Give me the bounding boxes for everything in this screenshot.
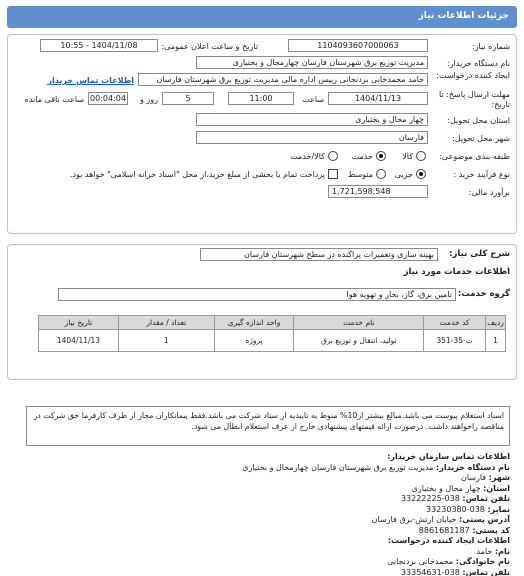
process-partial-radio[interactable] (416, 169, 426, 179)
notes-text: اسناد استعلام پیوست می باشد.مبالغ بیشتر از10% منوط به تاییدیه از ستاد شرکت می باشد.فقط پیمانکاران مجاز از طرف کارفرما حق شرکت در مناقصه راخواهند داشت. درصورت ارائه قیمتهای پیشنهادی خارج از عرف استعلام ابطال می شود. (33, 411, 504, 431)
category-goods-service-radio[interactable] (328, 151, 338, 161)
contact-postal-value: 8861681187 (418, 525, 470, 535)
row-estimate (8, 185, 516, 201)
row-deadline (8, 92, 516, 108)
row-buyer (8, 56, 516, 72)
process-partial-label: جزیی (394, 170, 413, 179)
estimate-label: برآورد مالی: (468, 188, 510, 197)
buyer-label: نام دستگاه خریدار: (447, 59, 510, 68)
cell-index: 1 (486, 330, 506, 352)
creator-phone-value: 038-33354631 (400, 567, 460, 576)
contact-postal-label: کد پستی: (472, 525, 510, 535)
service-group-label: گروه خدمت: (457, 289, 510, 299)
contact-title: اطلاعات تماس سازمان خریدار: (387, 452, 510, 461)
col-qty-header: تعداد / مقدار (118, 316, 214, 330)
cell-date: 1404/11/13 (39, 330, 119, 352)
category-label: طبقه بندی موضوعی: (439, 152, 510, 161)
cell-name: تولید، انتقال و توزیع برق (294, 330, 424, 352)
col-date-header: تاریخ نیاز (39, 316, 119, 330)
contact-province-value: چهار محال و بختیاری (411, 483, 481, 493)
city-field: فارسان (196, 131, 428, 144)
contact-buyer-value: مدیریت توزیع برق شهرستان فارسان چهارمحال و بختیاری (242, 462, 434, 472)
process-medium-label: متوسط (347, 170, 373, 179)
category-goods-service-label: کالا/خدمت (290, 152, 325, 161)
services-table (38, 315, 506, 352)
process-label: نوع فرآیند خرید : (453, 170, 510, 179)
cell-qty: 1 (118, 330, 214, 352)
category-service-radio[interactable] (376, 151, 386, 161)
page-title: جزئیات اطلاعات نیاز (7, 6, 517, 28)
treasury-payment-checkbox[interactable] (328, 169, 338, 179)
contact-fax-value: 038-33230380 (426, 504, 485, 514)
deadline-time-field: 11:00 (228, 92, 294, 105)
row-creator (8, 73, 516, 89)
days-field: 5 (162, 92, 214, 105)
days-label: روز و (140, 95, 158, 104)
creator-last-name-value: محمدخانی بردنجانی (387, 557, 454, 566)
category-goods-label: کالا (402, 152, 413, 161)
creator-phone-label: تلفن تماس: (462, 567, 510, 576)
contact-phone-value: 038-33222225 (400, 494, 460, 503)
category-goods-radio[interactable] (416, 151, 426, 161)
contact-phone-label: تلفن تماس: (462, 494, 510, 503)
col-code-header: کد خدمت (424, 316, 486, 330)
row-province (8, 113, 516, 129)
row-process (8, 167, 516, 183)
process-medium-radio[interactable] (376, 169, 386, 179)
province-label: استان محل تحویل: (447, 116, 510, 125)
deadline-label: مهلت ارسال پاسخ: تا تاریخ: (438, 90, 510, 109)
contact-section (15, 452, 510, 576)
treasury-payment-label: پرداخت تمام یا بخشی از مبلغ خرید،از محل "اسناد خزانه اسلامی" خواهد بود. (69, 170, 325, 179)
need-number-field: 1104093607000063 (288, 39, 428, 52)
city-label: شهر محل تحویل: (452, 134, 510, 143)
table-row (39, 330, 506, 352)
services-panel (7, 244, 517, 380)
creator-label: ایجاد کننده درخواست: (436, 71, 510, 80)
creator-first-name-label: نام: (494, 546, 510, 556)
category-service-label: خدمت (351, 152, 373, 161)
contact-address-value: خیابان ارتش-برق فارسان (371, 515, 457, 524)
contact-city-value: فارسان (460, 473, 487, 482)
announce-label: تاریخ و ساعت اعلان عمومی: (161, 42, 258, 51)
announce-date-field: 1404/11/08 - 10:55 (40, 39, 158, 52)
need-number-label: شماره نیاز: (472, 42, 510, 51)
service-group-field: تامین برق، گاز، بخار و تهویه هوا (58, 288, 456, 301)
estimate-field: 1,721,598,548 (328, 185, 428, 198)
notes-box (26, 406, 510, 446)
table-header-row (39, 316, 506, 330)
creator-field: جامد محمدخانی بردنجانی رییس اداره مالی مدیریت توزیع برق شهرستان فارسان (138, 73, 428, 86)
row-category (8, 149, 516, 165)
remaining-label: ساعت باقی مانده (24, 95, 84, 104)
contact-city-label: شهر: (488, 473, 510, 482)
creator-last-name-label: نام خانوادگی: (455, 557, 510, 566)
deadline-date-field: 1404/11/13 (328, 92, 428, 105)
buyer-contact-link[interactable]: اطلاعات تماس خریدار (47, 76, 134, 85)
row-city (8, 131, 516, 147)
deadline-time-label: ساعت (302, 95, 324, 104)
col-unit-header: واحد اندازه گیری (214, 316, 294, 330)
services-section-title: اطلاعات خدمات مورد نیاز (403, 267, 510, 277)
creator-info-title: اطلاعات ایجاد کننده درخواست: (387, 536, 510, 545)
summary-field: بهینه سازی وتعمیرات پراکنده در سطح شهرستان فارسان (200, 248, 438, 261)
col-name-header: نام خدمت (294, 316, 424, 330)
contact-address-label: آدرس پستی: (459, 515, 510, 524)
contact-fax-label: نمابر: (487, 504, 510, 514)
creator-first-name-value: حامد (476, 546, 493, 556)
province-field: چهار محال و بختیاری (196, 113, 428, 126)
cell-code: ت-35-351 (424, 330, 486, 352)
col-index-header: ردیف (486, 316, 506, 330)
remaining-time-field: 00:04:04 (88, 92, 128, 105)
row-need-number (8, 39, 516, 55)
cell-unit: پروژه (214, 330, 294, 352)
contact-buyer-label: نام دستگاه خریدار: (436, 462, 510, 472)
need-details-panel (7, 34, 517, 234)
contact-province-label: استان: (483, 483, 510, 493)
summary-label: شرح کلی نیاز: (449, 249, 510, 259)
buyer-field: مدیریت توزیع برق شهرستان فارسان چهارمحال و بختیاری (196, 56, 428, 69)
